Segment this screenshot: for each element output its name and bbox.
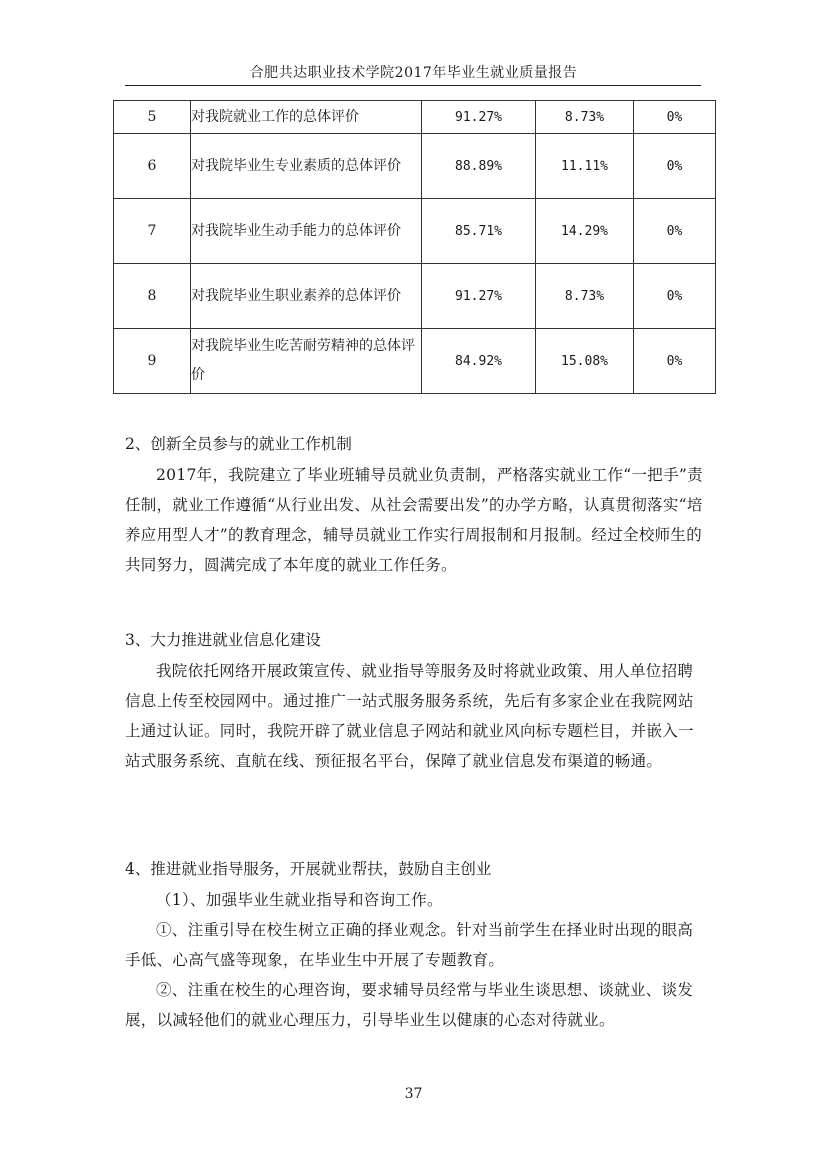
row-value-a: 91.27% [422, 264, 536, 329]
row-item: 对我院毕业生动手能力的总体评价 [191, 199, 422, 264]
table-row [114, 199, 716, 264]
row-value-a: 88.89% [422, 134, 536, 199]
row-number: 8 [114, 264, 191, 329]
row-value-c: 0% [634, 329, 716, 394]
row-value-c: 0% [634, 134, 716, 199]
table-row [114, 101, 716, 134]
row-item: 对我院毕业生专业素质的总体评价 [191, 134, 422, 199]
row-value-a: 85.71% [422, 199, 536, 264]
section-2-paragraph [125, 460, 703, 580]
header-divider [125, 85, 701, 86]
row-value-c: 0% [634, 199, 716, 264]
row-number: 5 [114, 101, 191, 134]
row-value-a: 91.27% [422, 101, 536, 134]
section-4-heading: 4、推进就业指导服务，开展就业帮扶，鼓励自主创业 [125, 860, 492, 878]
row-number: 7 [114, 199, 191, 264]
table-row [114, 134, 716, 199]
section-3-heading: 3、大力推进就业信息化建设 [125, 631, 321, 649]
section-4-subheading: （1）、加强毕业生就业指导和咨询工作。 [156, 891, 443, 909]
row-item: 对我院就业工作的总体评价 [191, 101, 422, 134]
row-number: 6 [114, 134, 191, 199]
row-value-b: 11.11% [536, 134, 634, 199]
section-2-heading: 2、创新全员参与的就业工作机制 [125, 435, 352, 453]
section-2-text: 2017年，我院建立了毕业班辅导员就业负责制，严格落实就业工作“一把手”责任制，就业工作遵循“从行业出发、从社会需要出发”的办学方略，认真贯彻落实“培养应用型人才”的教育理念，辅导员就业工作实行周报制和月报制。经过全校师生的共同努力，圆满完成了本年度的就业工作任务。 [125, 466, 703, 574]
page-number: 37 [404, 1086, 423, 1102]
row-value-c: 0% [634, 101, 716, 134]
report-header-title: 合肥共达职业技术学院2017年毕业生就业质量报告 [249, 65, 578, 81]
row-value-a: 84.92% [422, 329, 536, 394]
row-value-b: 8.73% [536, 101, 634, 134]
row-value-b: 8.73% [536, 264, 634, 329]
table-row [114, 329, 716, 394]
row-number: 9 [114, 329, 191, 394]
table-row [114, 264, 716, 329]
section-4-point-2: ②、注重在校生的心理咨询，要求辅导员经常与毕业生谈思想、谈就业、谈发展，以减轻他们的就业心理压力，引导毕业生以健康的心态对待就业。 [125, 981, 694, 1029]
row-item: 对我院毕业生吃苦耐劳精神的总体评价 [191, 329, 422, 394]
row-value-b: 14.29% [536, 199, 634, 264]
section-4-body [125, 885, 703, 1035]
row-item: 对我院毕业生职业素养的总体评价 [191, 264, 422, 329]
evaluation-table [113, 100, 716, 394]
row-value-b: 15.08% [536, 329, 634, 394]
section-4-point-1: ①、注重引导在校生树立正确的择业观念。针对当前学生在择业时出现的眼高手低、心高气盛等现象，在毕业生中开展了专题教育。 [125, 921, 694, 969]
section-3-text: 我院依托网络开展政策宣传、就业指导等服务及时将就业政策、用人单位招聘信息上传至校园网中。通过推广一站式服务服务系统，先后有多家企业在我院网站上通过认证。同时，我院开辟了就业信息子网站和就业风向标专题栏目，并嵌入一站式服务系统、直航在线、预征报名平台，保障了就业信息发布渠道的畅通。 [125, 662, 694, 770]
section-3-paragraph [125, 656, 703, 776]
row-value-c: 0% [634, 264, 716, 329]
